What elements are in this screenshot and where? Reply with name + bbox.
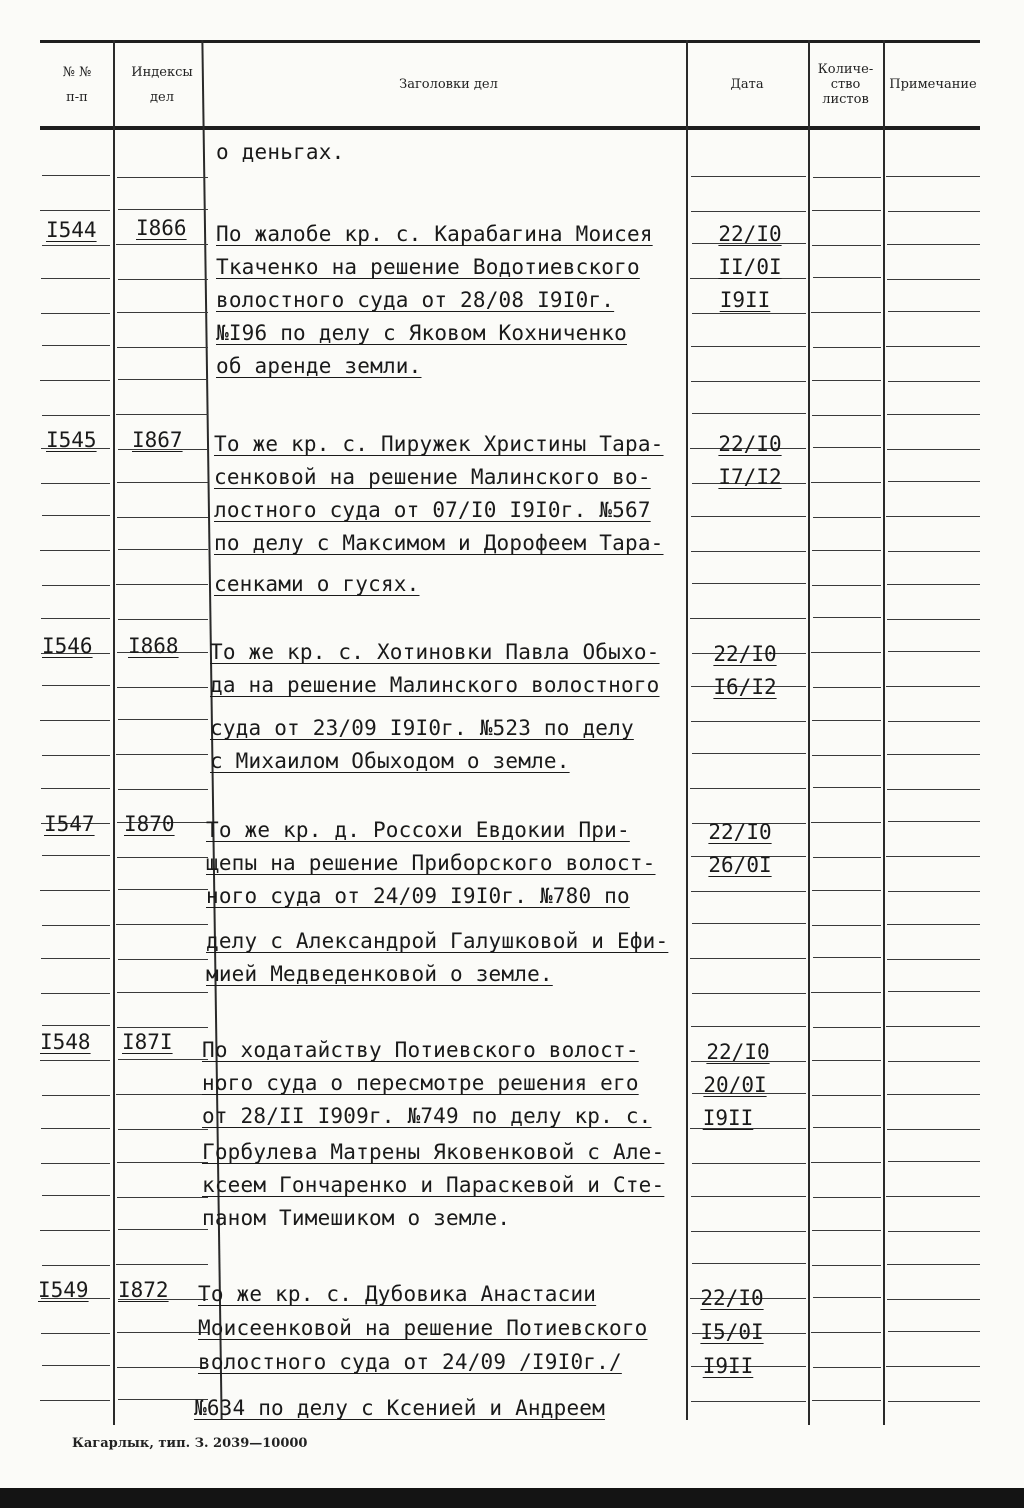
ruling-line <box>812 210 881 211</box>
ruling-line <box>888 1401 980 1402</box>
ruling-line <box>118 719 208 720</box>
ruling-line <box>116 754 208 755</box>
ruling-line <box>812 585 881 586</box>
entry-date: 22/I0 <box>713 642 777 666</box>
entry-number: I545 <box>46 428 97 452</box>
ruling-line <box>887 789 980 790</box>
scan-edge <box>0 1488 1024 1508</box>
ruling-line <box>888 1331 980 1332</box>
ruling-line <box>118 789 208 790</box>
ruling-line <box>41 313 110 314</box>
ruling-line <box>812 720 881 721</box>
header-bottom-rule <box>40 126 980 130</box>
ruling-line <box>691 891 806 892</box>
entry-text-line: ксеем Гончаренко и Параскевой и Сте- <box>202 1173 665 1197</box>
ruling-line <box>886 516 980 517</box>
ruling-line <box>42 925 110 926</box>
ruling-line <box>812 1230 881 1231</box>
ruling-line <box>691 516 806 517</box>
ruling-line <box>811 822 881 823</box>
ruling-line <box>40 720 110 721</box>
ruling-line <box>887 1129 980 1130</box>
ruling-line <box>117 347 208 348</box>
header-title: Заголовки дел <box>399 77 498 92</box>
ruling-line <box>887 279 980 280</box>
entry-date: I7/I2 <box>718 465 782 489</box>
ruling-line <box>117 992 208 993</box>
ruling-line <box>813 617 881 618</box>
ruling-line <box>42 1095 110 1096</box>
ruling-line <box>813 1197 881 1198</box>
entry-date: 20/0I <box>703 1073 767 1097</box>
ruling-line <box>888 721 980 722</box>
entry-date: 22/I0 <box>700 1286 764 1310</box>
ruling-line <box>812 1060 881 1061</box>
ruling-line <box>888 551 980 552</box>
ruling-line <box>40 1400 110 1401</box>
ruling-line <box>116 924 208 925</box>
ruling-line <box>692 993 806 994</box>
ruling-line <box>886 1026 980 1027</box>
entry-number: I549 <box>38 1278 89 1302</box>
entry-text-line: То же кр. с. Хотиновки Павла Обыхо- <box>210 640 660 664</box>
ruling-line <box>692 413 806 414</box>
ruling-line <box>690 958 806 959</box>
ruling-line <box>42 1025 110 1026</box>
entry-text-line: То же кр. с. Пиружек Христины Тара- <box>214 432 664 456</box>
ruling-line <box>118 279 208 280</box>
ruling-line <box>692 923 806 924</box>
header-index: Индексы дел <box>131 64 193 105</box>
ruling-line <box>887 1299 980 1300</box>
ruling-line <box>41 1128 110 1129</box>
ruling-line <box>887 924 980 925</box>
entry-text-line: То же кр. с. Дубовика Анастасии <box>198 1282 597 1306</box>
ruling-line <box>887 244 980 245</box>
entry-text-line: Моисеенковой на решение Потиевского <box>198 1316 648 1340</box>
ruling-line <box>813 1127 881 1128</box>
entry-index: I868 <box>128 634 179 658</box>
ruling-line <box>887 1094 980 1095</box>
ruling-line <box>41 958 110 959</box>
ruling-line <box>42 175 110 176</box>
ruling-line <box>117 1367 208 1368</box>
ruling-line <box>813 787 881 788</box>
ruling-line <box>813 1297 881 1298</box>
ruling-line <box>813 347 881 348</box>
ruling-line <box>42 245 110 246</box>
ruling-line <box>813 957 881 958</box>
ruling-line <box>117 482 208 483</box>
ruling-line <box>812 925 881 926</box>
entry-date: 22/I0 <box>718 432 782 456</box>
ruling-line <box>116 1094 208 1095</box>
ruling-line <box>812 1265 881 1266</box>
ruling-line <box>118 619 208 620</box>
ruling-line <box>888 311 980 312</box>
ruling-line <box>691 1026 806 1027</box>
ruling-line <box>116 244 208 245</box>
ruling-line <box>887 619 980 620</box>
ruling-line <box>118 1229 208 1230</box>
entry-text-line: По ходатайству Потиевского волост- <box>202 1038 639 1062</box>
entry-date: 22/I0 <box>718 222 782 246</box>
entry-text-line: Ткаченко на решение Водотиевского <box>216 255 640 279</box>
ruling-line <box>40 1060 110 1061</box>
ruling-line <box>811 1162 881 1163</box>
entry-text-line: по делу с Максимом и Дорофеем Тара- <box>214 531 664 555</box>
entry-number: I546 <box>42 634 93 658</box>
entry-text-line: То же кр. д. Россохи Евдокии При- <box>206 818 630 842</box>
entry-text-line: Горбулева Матрены Яковенковой с Але- <box>202 1140 665 1164</box>
entry-index: I870 <box>124 812 175 836</box>
entry-text-line: да на решение Малинского волостного <box>210 673 660 697</box>
entry-text-line: лостного суда от 07/I0 I9I0г. №567 <box>214 498 651 522</box>
ruling-line <box>116 584 208 585</box>
entry-text-line: делу с Александрой Галушковой и Ефи- <box>206 929 669 953</box>
ruling-line <box>888 991 980 992</box>
ruling-line <box>42 585 110 586</box>
ruling-line <box>40 550 110 551</box>
column-divider <box>808 40 810 1425</box>
ruling-line <box>813 1027 881 1028</box>
ruling-line <box>888 891 980 892</box>
ruling-line <box>117 517 208 518</box>
ruling-line <box>41 1333 110 1334</box>
entry-number: I548 <box>40 1030 91 1054</box>
ruling-line <box>813 447 881 448</box>
ruling-line <box>812 1400 881 1401</box>
ruling-line <box>886 346 980 347</box>
ruling-line <box>812 550 881 551</box>
ruling-line <box>41 993 110 994</box>
entry-text-line: волостного суда от 28/08 I9I0г. <box>216 288 615 312</box>
ruling-line <box>813 1367 881 1368</box>
ruling-line <box>690 618 806 619</box>
entry-text-line: суда от 23/09 I9I0г. №523 по делу <box>210 716 634 740</box>
ruling-line <box>888 1231 980 1232</box>
entry-text-line: паном Тимешиком о земле. <box>202 1206 511 1230</box>
ruling-line <box>692 1263 806 1264</box>
entry-text-line: №634 по делу с Ксенией и Андреем <box>194 1396 605 1420</box>
ruling-line <box>118 889 208 890</box>
ruling-line <box>42 1265 110 1266</box>
ruling-line <box>691 1231 806 1232</box>
ruling-line <box>118 1059 208 1060</box>
ruling-line <box>117 1197 208 1198</box>
ruling-line <box>888 821 980 822</box>
entry-date: I9II <box>719 288 771 312</box>
ruling-line <box>811 992 881 993</box>
ruling-line <box>42 515 110 516</box>
entry-date: I5/0I <box>700 1320 764 1344</box>
ruling-line <box>888 651 980 652</box>
entry-date: 22/I0 <box>706 1040 770 1064</box>
ruling-line <box>887 959 980 960</box>
entry-text-line: ного суда от 24/09 I9I0г. №780 по <box>206 884 630 908</box>
ruling-line <box>42 855 110 856</box>
entry-index: I872 <box>118 1278 169 1302</box>
printer-imprint: Кагарлык, тип. З. 2039—10000 <box>72 1436 308 1451</box>
ruling-line <box>41 618 110 619</box>
column-divider <box>883 40 885 1425</box>
ruling-line <box>117 857 208 858</box>
entry-date: I6/I2 <box>713 675 777 699</box>
ruling-line <box>42 755 110 756</box>
ruling-line <box>691 721 806 722</box>
entry-text-line: ного суда о пересмотре решения его <box>202 1071 639 1095</box>
ruling-line <box>40 890 110 891</box>
ruling-line <box>40 380 110 381</box>
ruling-line <box>888 1161 980 1162</box>
column-divider <box>113 40 115 1425</box>
header-sheets: Количе- ство листов <box>817 62 874 107</box>
ruling-line <box>886 856 980 857</box>
ruling-line <box>42 1365 110 1366</box>
entry-index: I867 <box>132 428 183 452</box>
ruling-line <box>118 959 208 960</box>
ruling-line <box>40 1230 110 1231</box>
ruling-line <box>117 1162 208 1163</box>
ruling-line <box>40 210 110 211</box>
entry-text-line: №I96 по делу с Яковом Кохниченко <box>216 321 627 345</box>
entry-index: I87I <box>122 1030 173 1054</box>
ruling-line <box>118 1129 208 1130</box>
entry-text-line: об аренде земли. <box>216 354 422 378</box>
ruling-line <box>692 313 806 314</box>
ruling-line <box>118 209 208 210</box>
ruling-line <box>812 380 881 381</box>
entry-number: I547 <box>44 812 95 836</box>
ruling-line <box>888 481 980 482</box>
ruling-line <box>813 177 881 178</box>
entry-date: I9II <box>702 1106 754 1130</box>
ruling-line <box>886 176 980 177</box>
ruling-line <box>812 415 881 416</box>
entry-number: I544 <box>46 218 97 242</box>
ruling-line <box>813 517 881 518</box>
entry-date: II/0I <box>718 255 782 279</box>
ruling-line <box>811 312 881 313</box>
ruling-line <box>691 1196 806 1197</box>
ruling-line <box>887 584 980 585</box>
entry-index: I866 <box>136 216 187 240</box>
ruling-line <box>41 278 110 279</box>
ruling-line <box>691 211 806 212</box>
ruling-line <box>813 857 881 858</box>
ruling-line <box>42 1195 110 1196</box>
ruling-line <box>888 211 980 212</box>
entry-text-line: мией Медведенковой о земле. <box>206 962 553 986</box>
ruling-line <box>41 788 110 789</box>
header-number: № № п-п <box>62 64 92 105</box>
ruling-line <box>813 277 881 278</box>
ruling-line <box>118 549 208 550</box>
ruling-line <box>886 1366 980 1367</box>
ruling-line <box>692 1163 806 1164</box>
ruling-line <box>888 1061 980 1062</box>
ruling-line <box>691 176 806 177</box>
ruling-line <box>118 379 208 380</box>
ruling-line <box>42 415 110 416</box>
entry-date: I9II <box>702 1354 754 1378</box>
ruling-line <box>117 1332 208 1333</box>
ruling-line <box>116 414 208 415</box>
ruling-line <box>812 755 881 756</box>
entry-text-line: волостного суда от 24/09 /I9I0г./ <box>198 1350 622 1374</box>
ruling-line <box>690 788 806 789</box>
ruling-line <box>886 686 980 687</box>
ruling-line <box>42 345 110 346</box>
ruling-line <box>691 1401 806 1402</box>
ruling-line <box>887 414 980 415</box>
ruling-line <box>117 687 208 688</box>
ruling-line <box>116 1264 208 1265</box>
entry-text-line: о деньгах. <box>216 140 345 164</box>
ruling-line <box>117 312 208 313</box>
entry-text-line: щепы на решение Приборского волост- <box>206 851 656 875</box>
ruling-line <box>117 1027 208 1028</box>
entry-date: 22/I0 <box>708 820 772 844</box>
ruling-line <box>887 754 980 755</box>
ruling-line <box>813 687 881 688</box>
ruling-line <box>888 381 980 382</box>
ruling-line <box>42 685 110 686</box>
header-note: Примечание <box>889 77 977 92</box>
ruling-line <box>812 1095 881 1096</box>
ruling-line <box>117 177 208 178</box>
ruling-line <box>691 346 806 347</box>
entry-text-line: от 28/II I909г. №749 по делу кр. с. <box>202 1104 652 1128</box>
entry-text-line: с Михаилом Обыходом о земле. <box>210 749 570 773</box>
header-date: Дата <box>730 77 764 92</box>
ruling-line <box>811 482 881 483</box>
ruling-line <box>41 483 110 484</box>
ruling-line <box>692 753 806 754</box>
entry-text-line: По жалобе кр. с. Карабагина Моисея <box>216 222 653 246</box>
ruling-line <box>811 652 881 653</box>
ruling-line <box>691 551 806 552</box>
ruling-line <box>41 1163 110 1164</box>
ruling-line <box>887 449 980 450</box>
ruling-line <box>811 1332 881 1333</box>
ruling-line <box>692 583 806 584</box>
ruling-line <box>886 1196 980 1197</box>
ruling-line <box>812 245 881 246</box>
entry-text-line: сенками о гусях. <box>214 572 420 596</box>
column-divider <box>686 40 688 1420</box>
entry-date: 26/0I <box>708 853 772 877</box>
ruling-line <box>812 890 881 891</box>
ruling-line <box>691 381 806 382</box>
entry-text-line: сенковой на решение Малинского во- <box>214 465 651 489</box>
ruling-line <box>887 1264 980 1265</box>
